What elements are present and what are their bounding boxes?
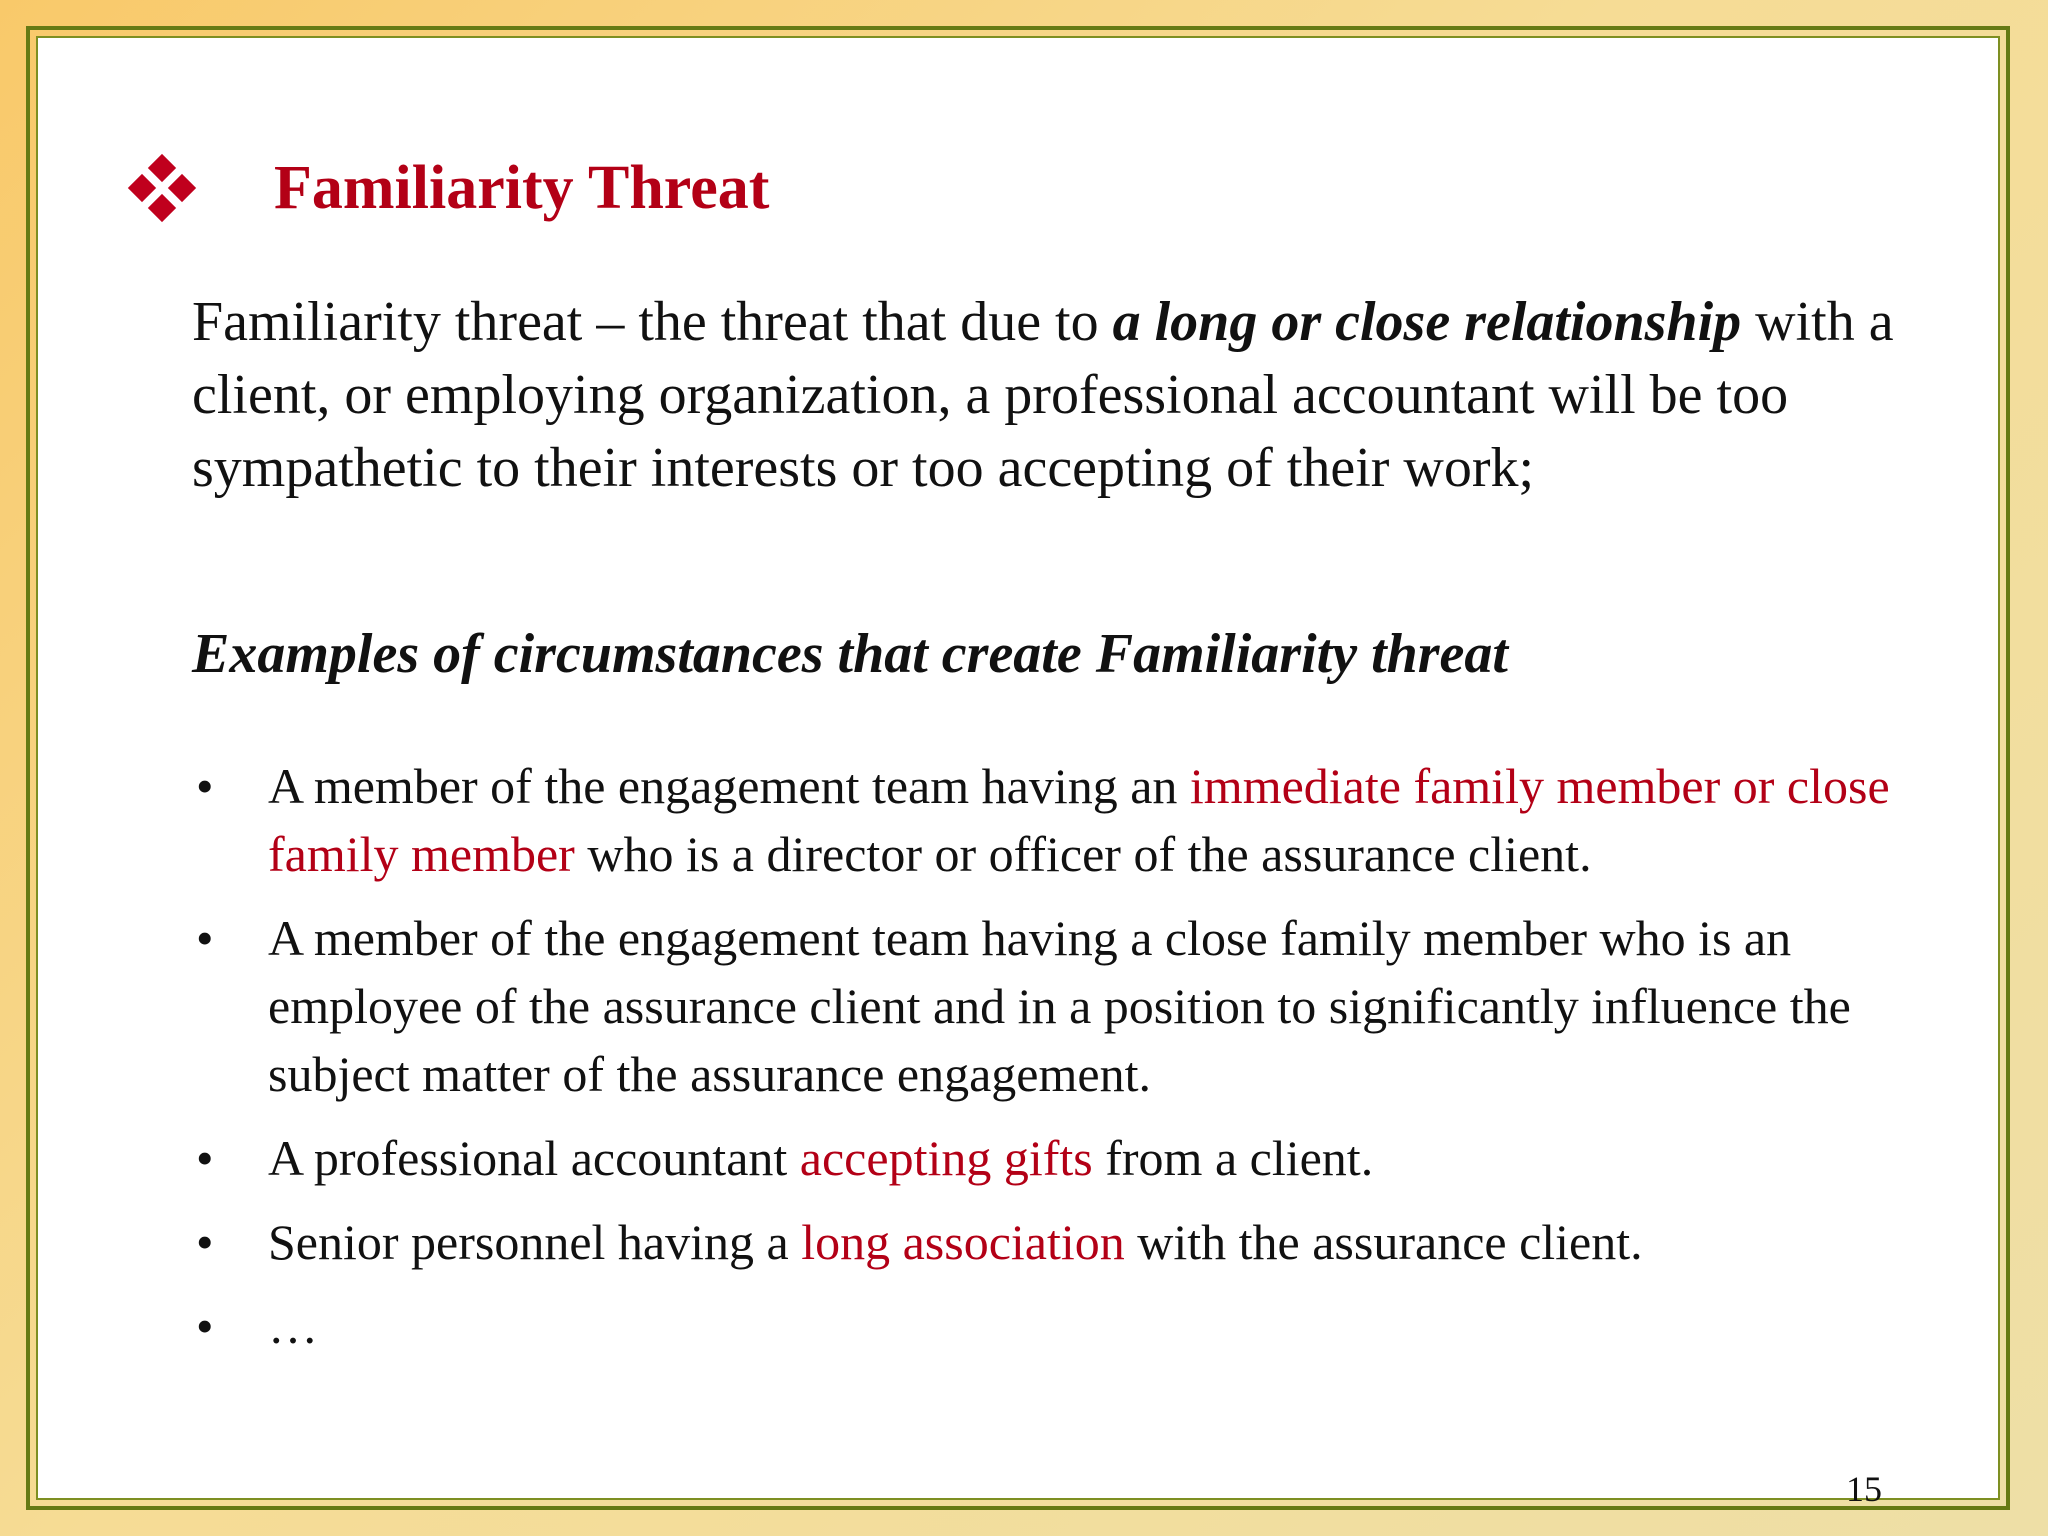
list-item-text: A member of the engagement team having a close family member who is an employee of the assurance client and in a position to significantly influence the subject matter of the assurance engagement. [268,910,1851,1102]
slide-canvas [38,38,1998,1509]
examples-list [192,752,1992,1360]
definition-text-start: Familiarity threat – the threat that due to [192,291,1113,353]
list-item-text-end: who is a director or officer of the assurance client. [574,826,1592,882]
list-item-text-start: Senior personnel having a [268,1214,802,1270]
page-number: 15 [1846,1469,1882,1509]
list-item [192,1208,1992,1276]
definition-emphasis: a long or close relationship [1112,291,1742,353]
list-item [192,904,1992,1108]
list-item [192,1292,1992,1360]
bullet-dot: • [196,1214,214,1270]
list-item [192,752,1992,888]
slide-title: Familiarity Threat [274,153,770,222]
examples-heading: Examples of circumstances that create Familiarity threat [192,623,1508,685]
list-item-text: … [268,1298,318,1354]
list-item-text-start: A professional accountant [268,1130,800,1186]
four-diamond-bullet-icon [128,154,196,222]
list-item-text-end: from a client. [1092,1130,1374,1186]
title-row [128,148,769,228]
list-item-highlight: long association [801,1214,1125,1270]
bullet-dot: • [196,1298,214,1354]
definition-paragraph [192,286,1982,505]
list-item-text-end: with the assurance client. [1124,1214,1643,1270]
list-item [192,1124,1992,1192]
definition-text-end: with a client, or employing organization, a professional accountant will be too sympathetic to their interests or too accepting of their work; [192,291,1894,499]
list-item-highlight: accepting gifts [799,1130,1093,1186]
list-item-highlight: immediate family member or close family member [268,758,1890,882]
bullet-dot: • [196,910,214,966]
list-item-text-start: A member of the engagement team having an [268,758,1190,814]
bullet-dot: • [196,758,214,814]
bullet-dot: • [196,1130,214,1186]
